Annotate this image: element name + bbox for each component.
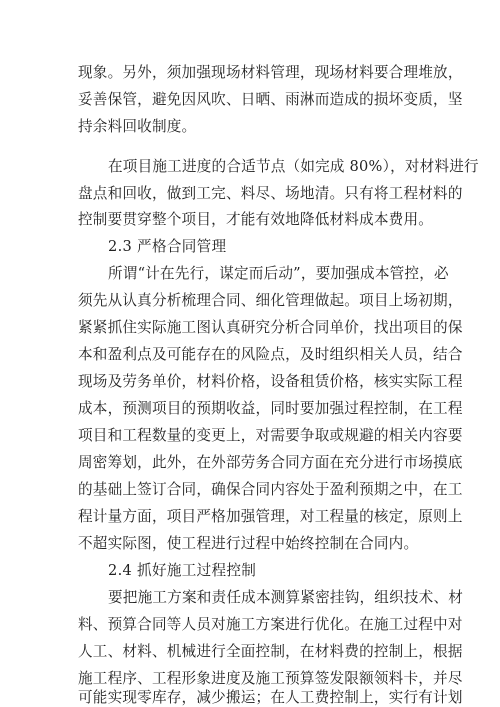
section-heading: 2.4 抓好施工过程控制 — [108, 562, 257, 579]
paragraph-line: 项目和工程数量的变更上，对需要争取或规避的相关内容要 — [78, 427, 463, 444]
paragraph-line: 紧紧抓住实际施工图认真研究分析合同单价，找出项目的保 — [78, 319, 463, 336]
paragraph-line: 本和盈利点及可能存在的风险点，及时组织相关人员，结合 — [78, 346, 463, 363]
paragraph-line: 程计量方面，项目严格加强管理，对工程量的核定，原则上 — [78, 508, 463, 525]
paragraph-line: 不超实际图，使工程进行过程中始终控制在合同内。 — [78, 535, 419, 552]
paragraph-line: 成本，预测项目的预期收益，同时要加强过程控制，在工程 — [78, 400, 463, 417]
paragraph-line: 料、预算合同等人员对施工方案进行优化。在施工过程中对 — [78, 616, 463, 633]
section-heading: 2.3 严格合同管理 — [108, 238, 227, 255]
paragraph-line: 人工、材料、机械进行全面控制，在材料费的控制上，根据 — [78, 643, 463, 660]
paragraph-line: 所谓“计在先行，谋定而后动”，要加强成本管控，必 — [108, 265, 449, 282]
paragraph-line: 妥善保管，避免因风吹、日晒、雨淋而造成的损坏变质，坚 — [78, 91, 463, 108]
paragraph-line: 现场及劳务单价，材料价格，设备租赁价格，核实实际工程 — [78, 373, 463, 390]
paragraph-line: 在项目施工进度的合适节点（如完成 80%），对材料进行 — [108, 158, 479, 175]
paragraph-line: 持余料回收制度。 — [78, 118, 197, 135]
paragraph-line: 可能实现零库存，减少搬运；在人工费控制上，实行有计划 — [78, 689, 463, 706]
paragraph-line: 的基础上签订合同，确保合同内容处于盈利预期之中，在工 — [78, 481, 463, 498]
paragraph-line: 须先从认真分析梳理合同、细化管理做起。项目上场初期， — [78, 292, 463, 309]
paragraph-line: 要把施工方案和责任成本测算紧密挂钩，组织技术、材 — [108, 589, 464, 606]
paragraph-line: 施工程序、工程形象进度及施工预算签发限额领料卡，并尽 — [78, 670, 463, 687]
paragraph-line: 现象。另外，须加强现场材料管理，现场材料要合理堆放， — [78, 64, 463, 81]
paragraph-line: 周密筹划，此外，在外部劳务合同方面在充分进行市场摸底 — [78, 454, 463, 471]
paragraph-line: 盘点和回收，做到工完、料尽、场地清。只有将工程材料的 — [78, 185, 463, 202]
paragraph-line: 控制要贯穿整个项目，才能有效地降低材料成本费用。 — [78, 211, 434, 228]
